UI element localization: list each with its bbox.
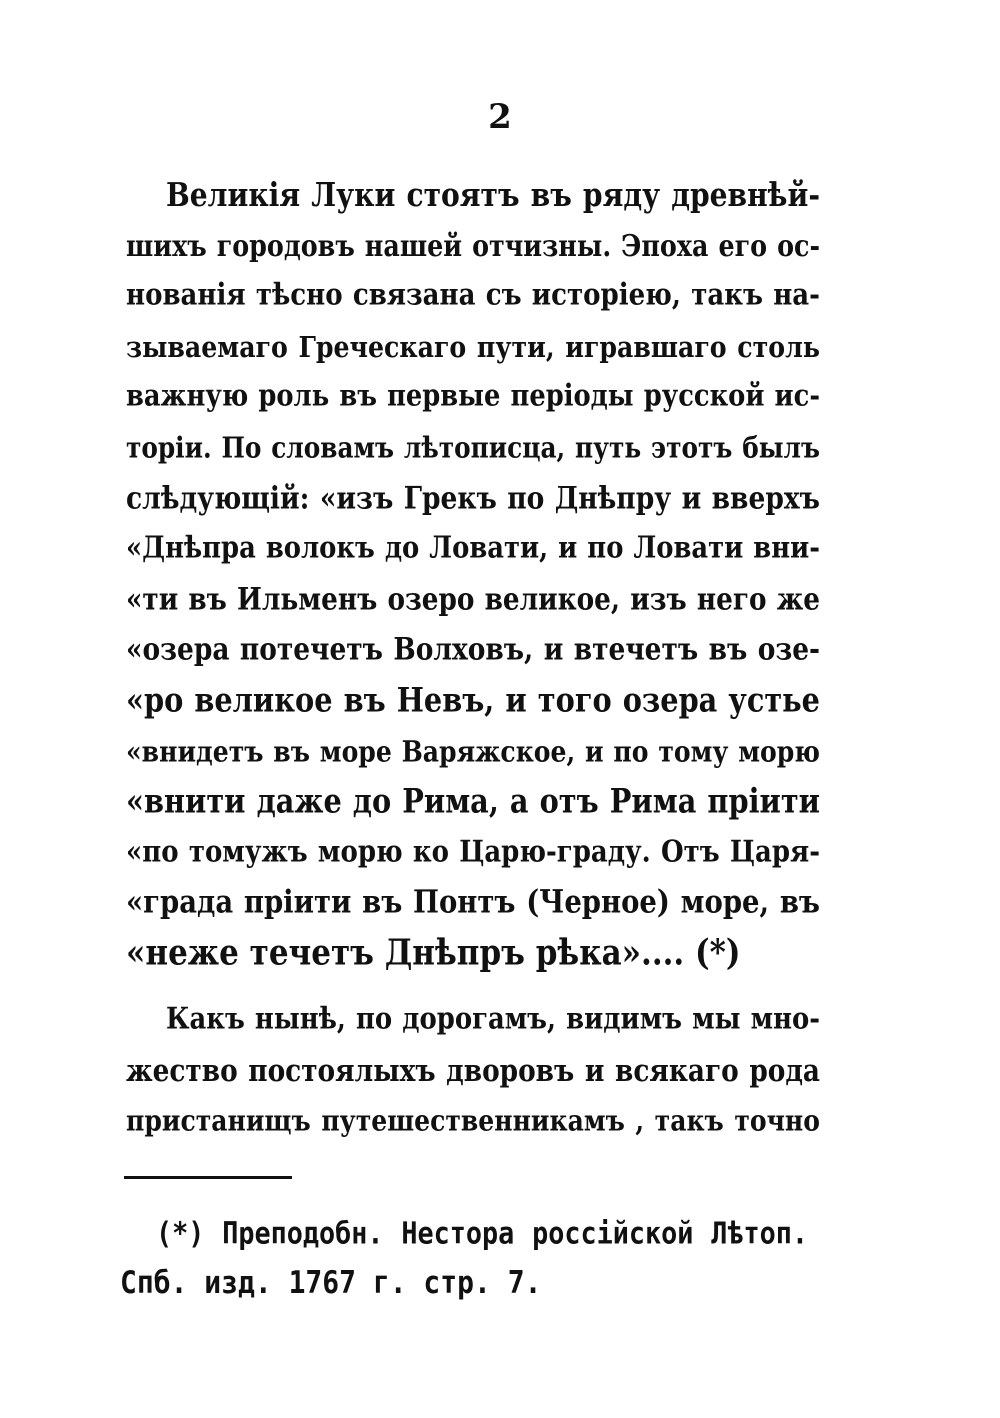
text-line: зываемаго Греческаго пути, игравшаго столь [126, 328, 820, 364]
text-line: Великія Луки стоятъ въ ряду древнѣй- [166, 175, 820, 215]
footnote-line: Спб. изд. 1767 г. стр. 7. [120, 1263, 542, 1301]
footnote-line: (*) Преподобн. Нестора россійской Лѣтоп. [156, 1216, 808, 1252]
paragraph-1 [126, 170, 820, 979]
footnote-separator [124, 1176, 292, 1179]
text-line: нованія тѣсно связана съ исторіею, такъ на- [126, 278, 820, 313]
text-line: «по томужъ морю ко Царю-граду. Отъ Царя- [126, 834, 820, 870]
text-line: жество постоялыхъ дворовъ и всякаго рода [126, 1052, 820, 1089]
text-line: шихъ городовъ нашей отчизны. Эпоха его ос- [126, 227, 820, 263]
text-line: торіи. По словамъ лѣтописца, путь этотъ былъ [126, 430, 820, 465]
text-line: «ро великое въ Невъ, и того озера устье [126, 680, 820, 720]
text-line: «внидетъ въ море Варяжское, и по тому морю [126, 733, 820, 769]
text-line: «неже течетъ Днѣпръ рѣка».... (*) [126, 932, 741, 974]
text-line: важную роль въ первые періоды русской ис- [126, 379, 820, 415]
text-line: «озера потечетъ Волховъ, и втечетъ въ озе- [126, 632, 820, 669]
text-line: «ти въ Ильменъ озеро великое, изъ него же [126, 581, 820, 618]
text-line: пристанищъ путешественникамъ , такъ точно [126, 1103, 820, 1138]
footnote [120, 1210, 808, 1306]
text-line: «Днѣпра волокъ до Ловати, и по Ловати вни- [126, 530, 820, 566]
text-line: Какъ нынѣ, по дорогамъ, видимъ мы мно- [166, 1001, 820, 1037]
paragraph-2 [126, 995, 820, 1147]
text-line: слѣдующій: «изъ Грекъ по Днѣпру и вверхъ [126, 480, 820, 517]
page-number: 2 [488, 97, 512, 137]
text-line: «града пріити въ Понтъ (Черное) море, въ [126, 883, 820, 921]
text-line: «внити даже до Рима, а отъ Рима пріити [126, 781, 820, 821]
